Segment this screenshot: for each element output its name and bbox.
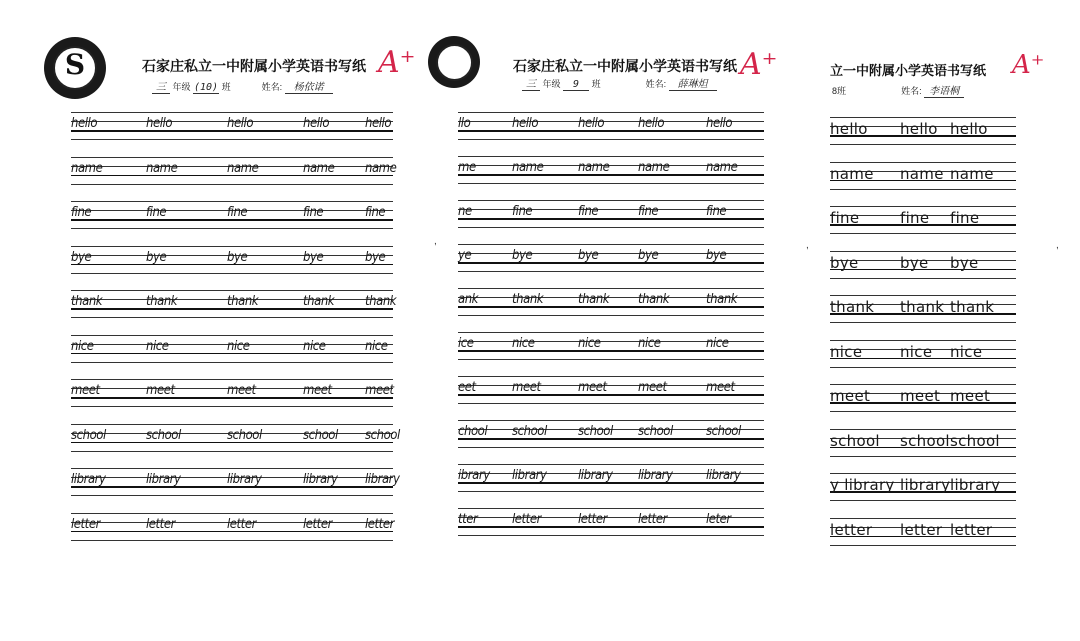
ruled-line — [458, 112, 764, 113]
handwritten-word: library — [950, 476, 1001, 494]
handwritten-word: thank — [365, 294, 397, 309]
handwritten-word: y library — [830, 476, 895, 494]
ruled-line — [458, 271, 764, 272]
ruled-line — [71, 335, 393, 336]
name-label: 姓名: — [901, 86, 922, 96]
writing-row — [458, 464, 764, 496]
ruled-line — [830, 429, 1016, 430]
writing-row — [830, 295, 1016, 327]
ruled-line — [458, 288, 764, 289]
handwritten-word: meet — [71, 383, 100, 398]
handwritten-word: ne — [458, 204, 472, 219]
handwritten-word: me — [458, 160, 476, 175]
ruled-line — [830, 189, 1016, 190]
handwritten-word: nice — [950, 342, 983, 361]
grade-mark: A⁺ — [378, 45, 416, 80]
handwritten-word: hello — [512, 116, 539, 131]
ruled-line — [458, 156, 764, 157]
ruled-line — [71, 495, 393, 496]
ruled-line — [830, 384, 1016, 385]
ruled-line — [458, 359, 764, 360]
handwritten-word: hello — [146, 116, 173, 131]
handwritten-word: name — [365, 160, 397, 176]
ruled-line — [71, 184, 393, 185]
handwritten-word: thank — [578, 292, 610, 307]
handwritten-word: letter — [227, 516, 256, 532]
handwritten-word: meet — [830, 387, 871, 405]
writing-rows — [71, 112, 400, 562]
handwritten-word: bye — [578, 248, 599, 263]
handwritten-word: name — [830, 164, 874, 183]
ruled-line — [830, 295, 1016, 296]
school-logo-icon — [428, 36, 480, 88]
handwritten-word: school — [71, 427, 106, 443]
handwritten-word: fine — [638, 204, 659, 219]
handwritten-word: school — [830, 431, 880, 450]
handwritten-word: library — [146, 472, 181, 487]
handwritten-word: hello — [900, 120, 938, 138]
handwritten-word: ice — [458, 336, 474, 351]
handwritten-word: nice — [71, 338, 94, 354]
writing-row — [830, 206, 1016, 238]
ruled-line — [71, 362, 393, 363]
handwritten-word: hello — [638, 116, 665, 131]
ruled-line — [830, 117, 1016, 118]
handwritten-word: school — [227, 427, 262, 443]
student-info — [832, 82, 964, 98]
grade-value: 三 — [152, 78, 170, 94]
ruled-line — [458, 464, 764, 465]
handwritten-word: bye — [71, 249, 92, 265]
handwritten-word: hello — [227, 116, 254, 131]
handwritten-word: bye — [365, 249, 386, 265]
ruled-line — [830, 473, 1016, 474]
writing-row — [830, 251, 1016, 283]
handwritten-word: hello — [706, 116, 733, 131]
handwritten-word: letter — [950, 520, 993, 539]
ruled-line — [458, 376, 764, 377]
ruled-line — [71, 273, 393, 274]
name-value: 薛琳炟 — [669, 75, 717, 91]
handwritten-word: bye — [900, 253, 929, 272]
writing-row — [830, 162, 1016, 194]
writing-row — [830, 429, 1016, 461]
handwritten-word: tter — [458, 512, 478, 527]
writing-row — [71, 157, 397, 189]
handwritten-word: nice — [830, 342, 863, 361]
ruled-line — [458, 403, 764, 404]
handwritten-word: ank — [458, 292, 479, 307]
handwritten-word: meet — [706, 380, 735, 395]
writing-row — [458, 420, 764, 452]
ruled-line — [71, 317, 393, 318]
handwritten-word: name — [578, 160, 610, 175]
ruled-line — [830, 367, 1016, 368]
handwritten-word: nice — [900, 342, 933, 361]
handwritten-word: nice — [227, 338, 250, 354]
handwritten-word: bye — [512, 248, 533, 263]
handwritten-word: school — [900, 431, 950, 450]
class-value: 8 — [832, 86, 838, 96]
handwritten-word: meet — [365, 383, 394, 398]
handwritten-word: fine — [227, 205, 248, 220]
handwritten-word: name — [512, 160, 544, 175]
writing-row — [458, 508, 764, 540]
writing-row — [71, 468, 400, 500]
scan-mark: , — [434, 236, 437, 247]
writing-row — [71, 290, 397, 322]
scan-mark: , — [806, 240, 809, 251]
class-label: 班 — [591, 79, 601, 89]
ruled-line — [458, 315, 764, 316]
writing-row — [71, 513, 393, 545]
class-label: 班 — [837, 86, 847, 96]
sheet-title: 石家庄私立一中附属小学英语书写纸 — [513, 59, 737, 75]
class-value: (10) — [194, 82, 219, 93]
handwritten-word: library — [900, 476, 951, 494]
handwritten-word: thank — [830, 298, 875, 316]
handwritten-word: meet — [900, 387, 941, 405]
handwritten-word: school — [950, 431, 1000, 450]
scan-mark: , — [1056, 240, 1059, 251]
handwritten-word: hello — [578, 116, 605, 131]
grade-mark: A⁺ — [1012, 50, 1045, 80]
handwritten-word: nice — [638, 336, 661, 351]
handwritten-word: thank — [146, 294, 178, 309]
ruled-line — [830, 456, 1016, 457]
handwritten-word: fine — [900, 209, 930, 227]
ruled-line — [830, 278, 1016, 279]
handwritten-word: letter — [71, 516, 100, 532]
ruled-line — [458, 508, 764, 509]
handwritten-word: thank — [638, 292, 670, 307]
handwritten-word: fine — [512, 204, 533, 219]
handwritten-word: name — [146, 160, 178, 176]
writing-row — [71, 246, 393, 278]
writing-row — [71, 335, 393, 367]
handwritten-word: fine — [146, 205, 167, 220]
handwritten-word: thank — [512, 292, 544, 307]
writing-row — [830, 340, 1016, 372]
handwritten-word: school — [146, 427, 181, 443]
handwritten-word: library — [303, 472, 338, 487]
worksheet-2 — [458, 0, 778, 641]
handwritten-word: nice — [146, 338, 169, 354]
handwritten-word: letter — [303, 516, 332, 532]
ruled-line — [458, 200, 764, 201]
handwritten-word: thank — [227, 294, 259, 309]
ruled-line — [830, 251, 1016, 252]
handwritten-word: school — [638, 424, 673, 439]
handwritten-word: fine — [830, 209, 860, 227]
handwritten-word: meet — [512, 380, 541, 395]
handwritten-word: library — [578, 468, 613, 483]
handwritten-word: hello — [71, 116, 98, 131]
ruled-line — [71, 379, 393, 380]
handwritten-word: llo — [458, 116, 471, 131]
handwritten-word: bye — [830, 253, 859, 272]
handwritten-word: bye — [303, 249, 324, 265]
handwritten-word: letter — [830, 520, 873, 539]
ruled-line — [458, 244, 764, 245]
name-value: 杨依诺 — [285, 78, 333, 94]
handwritten-word: nice — [706, 336, 729, 351]
handwritten-word: letter — [578, 512, 607, 527]
handwritten-word: nice — [578, 336, 601, 351]
handwritten-word: fine — [950, 209, 980, 227]
handwritten-word: school — [365, 427, 400, 443]
handwritten-word: school — [706, 424, 741, 439]
ruled-line — [71, 406, 393, 407]
handwritten-word: library — [365, 472, 400, 487]
handwritten-word: fine — [303, 205, 324, 220]
handwritten-word: nice — [365, 338, 388, 354]
handwritten-word: meet — [638, 380, 667, 395]
handwritten-word: name — [950, 164, 994, 183]
class-value: 9 — [563, 79, 589, 91]
handwritten-word: name — [303, 160, 335, 176]
ruled-line — [71, 139, 393, 140]
handwritten-word: school — [578, 424, 613, 439]
handwritten-word: letter — [512, 512, 541, 527]
ruled-line — [458, 535, 764, 536]
ruled-line — [830, 322, 1016, 323]
handwritten-word: fine — [365, 205, 386, 220]
name-label: 姓名: — [645, 79, 667, 89]
handwritten-word: bye — [146, 249, 167, 265]
ruled-line — [458, 227, 764, 228]
ruled-line — [830, 500, 1016, 501]
writing-row — [830, 473, 1016, 505]
name-label: 姓名: — [261, 82, 283, 92]
ruled-line — [458, 447, 764, 448]
ruled-line — [458, 332, 764, 333]
handwritten-word: name — [638, 160, 670, 175]
ruled-line — [830, 518, 1016, 519]
grade-label: 年级 — [172, 82, 191, 92]
student-info — [152, 78, 333, 94]
handwritten-word: library — [706, 468, 741, 483]
handwritten-word: bye — [638, 248, 659, 263]
ruled-line — [71, 540, 393, 541]
writing-row — [71, 112, 393, 144]
handwritten-word: fine — [706, 204, 727, 219]
ruled-line — [458, 183, 764, 184]
sheet-title: 立一中附属小学英语书写纸 — [830, 64, 987, 79]
handwritten-word: chool — [458, 424, 488, 439]
ruled-line — [830, 162, 1016, 163]
ruled-line — [458, 420, 764, 421]
handwritten-word: letter — [365, 516, 394, 532]
handwritten-word: thank — [71, 294, 103, 309]
name-value: 李语桐 — [924, 82, 964, 98]
school-logo-icon: S — [44, 37, 106, 99]
handwritten-word: thank — [303, 294, 335, 309]
ruled-line — [71, 424, 393, 425]
sheet-title: 石家庄私立一中附属小学英语书写纸 — [142, 59, 366, 75]
handwritten-word: bye — [950, 253, 979, 272]
writing-rows — [458, 112, 764, 552]
handwritten-word: thank — [900, 298, 945, 316]
writing-row — [458, 288, 764, 320]
writing-row — [830, 518, 1016, 550]
handwritten-word: bye — [227, 249, 248, 265]
handwritten-word: school — [512, 424, 547, 439]
handwritten-word: library — [71, 472, 106, 487]
handwritten-word: name — [900, 164, 944, 183]
handwritten-word: library — [512, 468, 547, 483]
ruled-line — [830, 206, 1016, 207]
ruled-line — [71, 228, 393, 229]
ruled-line — [830, 144, 1016, 145]
grade-label: 年级 — [542, 79, 561, 89]
ruled-line — [71, 513, 393, 514]
ruled-line — [830, 411, 1016, 412]
ruled-line — [830, 545, 1016, 546]
handwritten-word: eet — [458, 380, 476, 395]
ruled-line — [830, 233, 1016, 234]
handwritten-word: bye — [706, 248, 727, 263]
writing-row — [458, 112, 764, 144]
handwritten-word: meet — [578, 380, 607, 395]
grade-mark: A⁺ — [740, 47, 778, 82]
ruled-line — [458, 139, 764, 140]
writing-row — [458, 332, 764, 364]
writing-row — [458, 376, 764, 408]
handwritten-word: school — [303, 427, 338, 443]
handwritten-word: name — [71, 160, 103, 176]
handwritten-word: ye — [458, 248, 472, 263]
writing-row — [71, 201, 393, 233]
handwritten-word: letter — [900, 520, 943, 539]
handwritten-word: nice — [303, 338, 326, 354]
writing-row — [71, 424, 400, 456]
handwritten-word: hello — [830, 120, 868, 138]
handwritten-word: library — [227, 472, 262, 487]
ruled-line — [830, 340, 1016, 341]
ruled-line — [71, 290, 393, 291]
handwritten-word: fine — [578, 204, 599, 219]
handwritten-word: name — [706, 160, 738, 175]
handwritten-word: ibrary — [458, 468, 490, 483]
handwritten-word: meet — [146, 383, 175, 398]
handwritten-word: thank — [706, 292, 738, 307]
handwritten-word: library — [638, 468, 673, 483]
ruled-line — [71, 468, 393, 469]
worksheet-1 — [44, 0, 416, 641]
handwritten-word: nice — [512, 336, 535, 351]
handwritten-word: meet — [303, 383, 332, 398]
writing-row — [71, 379, 393, 411]
grade-value: 三 — [522, 75, 540, 91]
worksheet-3 — [828, 0, 1045, 641]
handwritten-word: meet — [227, 383, 256, 398]
student-info — [522, 75, 717, 91]
handwritten-word: hello — [365, 116, 392, 131]
handwritten-word: fine — [71, 205, 92, 220]
ruled-line — [71, 201, 393, 202]
writing-row — [830, 384, 1016, 416]
ruled-line — [71, 451, 393, 452]
writing-rows — [830, 117, 1016, 557]
handwritten-word: meet — [950, 387, 991, 405]
ruled-line — [71, 246, 393, 247]
handwritten-word: thank — [950, 298, 995, 316]
handwritten-word: letter — [146, 516, 175, 532]
ruled-line — [458, 491, 764, 492]
handwritten-word: name — [227, 160, 259, 176]
handwritten-word: hello — [950, 120, 988, 138]
ruled-line — [71, 112, 393, 113]
writing-row — [458, 156, 764, 188]
writing-row — [830, 117, 1016, 149]
ruled-line — [71, 157, 393, 158]
writing-row — [458, 200, 764, 232]
handwritten-word: hello — [303, 116, 330, 131]
writing-row — [458, 244, 764, 276]
handwritten-word: leter — [706, 512, 731, 527]
class-label: 班 — [221, 82, 231, 92]
handwritten-word: letter — [638, 512, 667, 527]
